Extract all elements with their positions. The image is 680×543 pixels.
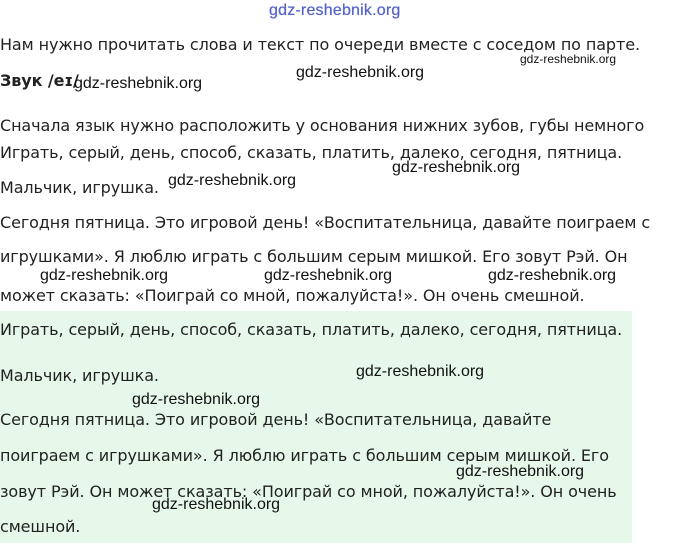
answer-text-line-1: Сегодня пятница. Это игровой день! «Воспитательница, давайте [0, 410, 552, 429]
word-list-2: Мальчик, игрушка. [0, 178, 159, 197]
watermark: gdz-reshebnik.org [132, 391, 261, 408]
watermark: gdz-reshebnik.org [392, 159, 521, 176]
watermark: gdz-reshebnik.org [488, 267, 617, 284]
articulation-tip: Сначала язык нужно расположить у основания нижних зубов, губы немного [0, 116, 645, 135]
watermark: gdz-reshebnik.org [168, 172, 297, 189]
instruction-text: Нам нужно прочитать слова и текст по очереди вместе с соседом по парте. [0, 35, 640, 54]
answer-text-line-2: поиграем с игрушками». Я люблю играть с большим серым мишкой. Его [0, 446, 609, 465]
answer-text-line-4: смешной. [0, 517, 81, 536]
reading-text-line-2: игрушками». Я люблю играть с большим серым мишкой. Его зовут Рэй. Он [0, 247, 628, 266]
watermark: gdz-reshebnik.org [520, 52, 617, 66]
sound-heading: Звук /eɪ/ [0, 71, 79, 90]
watermark: gdz-reshebnik.org [356, 363, 485, 380]
answer-word-list: Играть, серый, день, способ, сказать, платить, далеко, сегодня, пятница. [0, 320, 623, 339]
word-list: Играть, серый, день, способ, сказать, платить, далеко, сегодня, пятница. [0, 143, 623, 162]
watermark: gdz-reshebnik.org [456, 463, 585, 480]
answer-word-list-2: Мальчик, игрушка. [0, 366, 159, 385]
reading-text-line-1: Сегодня пятница. Это игровой день! «Воспитательница, давайте поиграем с [0, 213, 651, 232]
watermark: gdz-reshebnik.org [74, 75, 203, 92]
watermark-top: gdz-reshebnik.org [269, 2, 401, 19]
watermark: gdz-reshebnik.org [296, 64, 425, 81]
reading-text-line-3: может сказать: «Поиграй со мной, пожалуйста!». Он очень смешной. [0, 286, 585, 305]
watermark: gdz-reshebnik.org [40, 267, 169, 284]
answer-text-line-3: зовут Рэй. Он может сказать: «Поиграй со мной, пожалуйста!». Он очень [0, 482, 617, 501]
watermark: gdz-reshebnik.org [152, 496, 281, 513]
watermark: gdz-reshebnik.org [264, 267, 393, 284]
